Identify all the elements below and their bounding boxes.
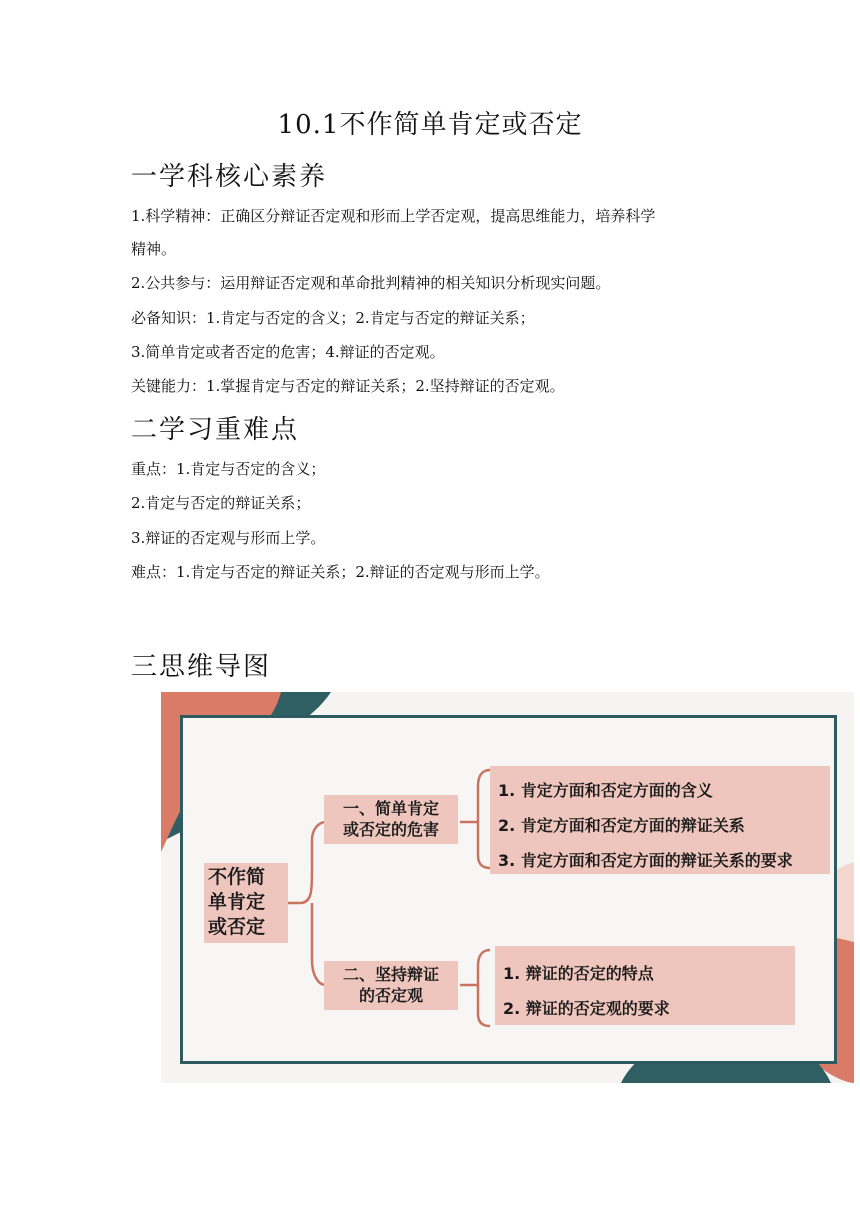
mind-map-leaf: 1. 肯定方面和否定方面的含义 (498, 781, 713, 800)
paragraph-line: 2.公共参与：运用辩证否定观和革命批判精神的相关知识分析现实问题。 (131, 274, 611, 292)
paragraph-line: 3.辩证的否定观与形而上学。 (131, 529, 326, 547)
section-heading-core-literacy: 一学科核心素养 (131, 162, 328, 192)
mind-map-branch-1 (324, 795, 458, 844)
paragraph-line: 精神。 (131, 240, 177, 258)
mind-map-root-node (204, 863, 288, 943)
paragraph-line: 1.科学精神：正确区分辩证否定观和形而上学否定观，提高思维能力，培养科学 (131, 207, 656, 225)
paragraph-line: 3.简单肯定或者否定的危害；4.辩证的否定观。 (131, 343, 445, 361)
paragraph-line: 2.肯定与否定的辩证关系； (131, 494, 311, 512)
branch-label-line: 的否定观 (358, 986, 423, 1005)
section-heading-mind-map: 三思维导图 (131, 652, 272, 682)
mind-map-leaf-group-2 (495, 946, 795, 1025)
root-line: 或否定 (208, 916, 266, 938)
branch-label-line: 或否定的危害 (342, 820, 439, 839)
section-heading-key-points: 二学习重难点 (131, 415, 300, 445)
mind-map-leaf-group-1 (490, 766, 830, 874)
paragraph-line: 难点：1.肯定与否定的辩证关系；2.辩证的否定观与形而上学。 (131, 563, 550, 581)
mind-map-leaf: 2. 肯定方面和否定方面的辩证关系 (498, 816, 745, 835)
branch-label-line: 二、坚持辩证 (342, 965, 439, 984)
paragraph-line: 关键能力：1.掌握肯定与否定的辩证关系；2.坚持辩证的否定观。 (131, 377, 565, 395)
mind-map-leaf: 3. 肯定方面和否定方面的辩证关系的要求 (498, 851, 793, 870)
page-title: 10.1不作简单肯定或否定 (277, 110, 583, 140)
mind-map-leaf: 2. 辩证的否定观的要求 (503, 999, 670, 1018)
paragraph-line: 重点：1.肯定与否定的含义； (131, 460, 326, 478)
mind-map-leaf: 1. 辩证的否定的特点 (503, 964, 654, 983)
root-line: 单肯定 (208, 891, 266, 913)
branch-label-line: 一、简单肯定 (342, 799, 439, 818)
mind-map-branch-2 (324, 961, 458, 1010)
root-line: 不作简 (208, 866, 266, 888)
paragraph-line: 必备知识：1.肯定与否定的含义；2.肯定与否定的辩证关系； (131, 309, 535, 327)
